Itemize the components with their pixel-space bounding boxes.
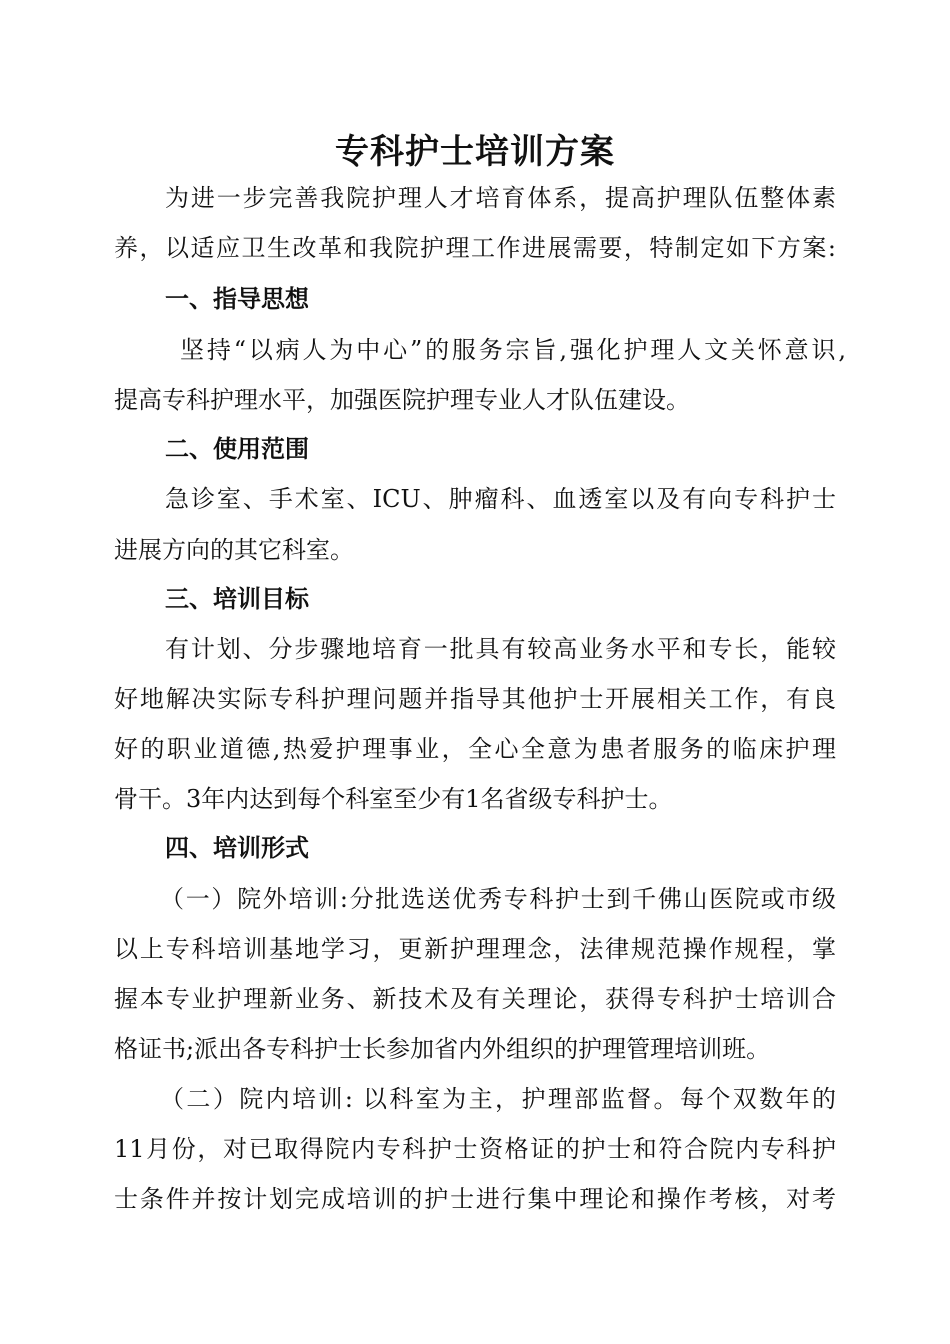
section-4-line-2: 以上专科培训基地学习，更新护理理念，法律规范操作规程，掌 xyxy=(114,935,836,963)
section-3-line-4: 骨干。3年内达到每个科室至少有1名省级专科护士。 xyxy=(114,785,673,813)
section-1-line-2: 提高专科护理水平，加强医院护理专业人才队伍建设。 xyxy=(114,386,690,414)
section-3-line-1: 有计划、分步骤地培育一批具有较高业务水平和专长，能较 xyxy=(165,635,836,663)
section-heading-scope: 二、使用范围 xyxy=(165,435,309,463)
section-4-line-3: 握本专业护理新业务、新技术及有关理论，获得专科护士培训合 xyxy=(114,985,836,1013)
intro-line-1: 为进一步完善我院护理人才培育体系，提高护理队伍整体素 xyxy=(165,184,836,212)
section-3-line-2: 好地解决实际专科护理问题并指导其他护士开展相关工作，有良 xyxy=(114,685,836,713)
document-title: 专科护士培训方案 xyxy=(335,132,615,172)
section-4-line-1: （一）院外培训:分批选送优秀专科护士到千佛山医院或市级 xyxy=(160,885,836,913)
section-2-line-2: 进展方向的其它科室。 xyxy=(114,536,354,564)
section-4-line-5: （二）院内培训: 以科室为主，护理部监督。每个双数年的 xyxy=(160,1085,836,1113)
section-heading-format: 四、培训形式 xyxy=(165,834,309,862)
section-4-line-7: 士条件并按计划完成培训的护士进行集中理论和操作考核，对考 xyxy=(114,1185,836,1213)
section-4-line-4: 格证书;派出各专科护士长参加省内外组织的护理管理培训班。 xyxy=(114,1035,771,1063)
section-3-line-3: 好的职业道德,热爱护理事业，全心全意为患者服务的临床护理 xyxy=(114,735,836,763)
section-4-line-6: 11月份，对已取得院内专科护士资格证的护士和符合院内专科护 xyxy=(114,1135,836,1163)
section-heading-guiding-thought: 一、指导思想 xyxy=(165,285,309,313)
section-2-line-1: 急诊室、手术室、ICU、肿瘤科、血透室以及有向专科护士 xyxy=(165,485,836,513)
section-heading-goal: 三、培训目标 xyxy=(165,585,309,613)
section-1-line-1: 坚持“以病人为中心”的服务宗旨,强化护理人文关怀意识, xyxy=(180,336,846,364)
intro-line-2: 养，以适应卫生改革和我院护理工作进展需要，特制定如下方案: xyxy=(114,234,836,262)
